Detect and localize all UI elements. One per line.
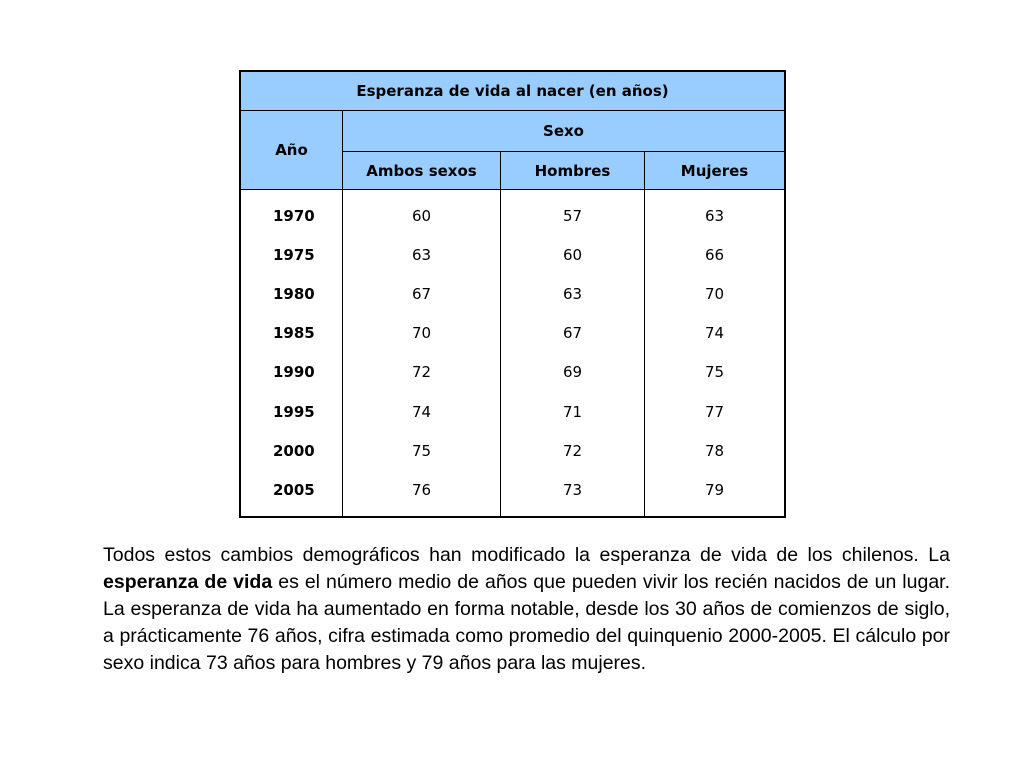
- column-header-hombres: Hombres: [501, 152, 645, 190]
- year-column-header: Año: [240, 111, 343, 190]
- year-cell: 1990: [240, 353, 343, 392]
- mujeres-cell: 75: [645, 353, 786, 392]
- table-row: [240, 470, 785, 516]
- table-row: [240, 190, 785, 236]
- table-row: [240, 235, 785, 274]
- year-cell: 1995: [240, 392, 343, 431]
- year-cell: 2005: [240, 470, 343, 516]
- life-expectancy-table: [239, 70, 786, 518]
- mujeres-cell: 63: [645, 190, 786, 236]
- table-row: [240, 392, 785, 431]
- year-cell: 1970: [240, 190, 343, 236]
- hombres-cell: 67: [501, 314, 645, 353]
- hombres-cell: 71: [501, 392, 645, 431]
- year-cell: 2000: [240, 431, 343, 470]
- table-row: [240, 274, 785, 313]
- ambos-cell: 72: [343, 353, 501, 392]
- mujeres-cell: 66: [645, 235, 786, 274]
- ambos-cell: 74: [343, 392, 501, 431]
- paragraph-text-end: es el número medio de años que pueden vivir los recién nacidos de un lugar. La esperanza de vida ha aumentado en forma notable, desde los 30 años de comienzos de siglo, a prácticamente 76 años, cifra estimada como promedio del quinquenio 2000-2005. El cálculo por sexo indica 73 años para hombres y 79 años para las mujeres.: [103, 571, 951, 674]
- table-row: [240, 431, 785, 470]
- column-header-ambos-sexos: Ambos sexos: [343, 152, 501, 190]
- column-header-mujeres: Mujeres: [645, 152, 786, 190]
- hombres-cell: 73: [501, 470, 645, 516]
- year-cell: 1980: [240, 274, 343, 313]
- year-cell: 1985: [240, 314, 343, 353]
- hombres-cell: 63: [501, 274, 645, 313]
- bold-term-esperanza-de-vida: esperanza de vida: [103, 571, 273, 593]
- table-row: [240, 314, 785, 353]
- ambos-cell: 76: [343, 470, 501, 516]
- hombres-cell: 72: [501, 431, 645, 470]
- table-row: [240, 353, 785, 392]
- ambos-cell: 67: [343, 274, 501, 313]
- mujeres-cell: 78: [645, 431, 786, 470]
- sexo-group-header: Sexo: [343, 111, 786, 152]
- ambos-cell: 70: [343, 314, 501, 353]
- ambos-cell: 75: [343, 431, 501, 470]
- ambos-cell: 60: [343, 190, 501, 236]
- mujeres-cell: 77: [645, 392, 786, 431]
- hombres-cell: 57: [501, 190, 645, 236]
- paragraph-text-start: Todos estos cambios demográficos han modificado la esperanza de vida de los chilenos. La: [103, 544, 950, 566]
- mujeres-cell: 79: [645, 470, 786, 516]
- year-cell: 1975: [240, 235, 343, 274]
- explanatory-paragraph: [103, 542, 950, 677]
- hombres-cell: 69: [501, 353, 645, 392]
- table-title: Esperanza de vida al nacer (en años): [240, 71, 785, 111]
- ambos-cell: 63: [343, 235, 501, 274]
- hombres-cell: 60: [501, 235, 645, 274]
- mujeres-cell: 70: [645, 274, 786, 313]
- mujeres-cell: 74: [645, 314, 786, 353]
